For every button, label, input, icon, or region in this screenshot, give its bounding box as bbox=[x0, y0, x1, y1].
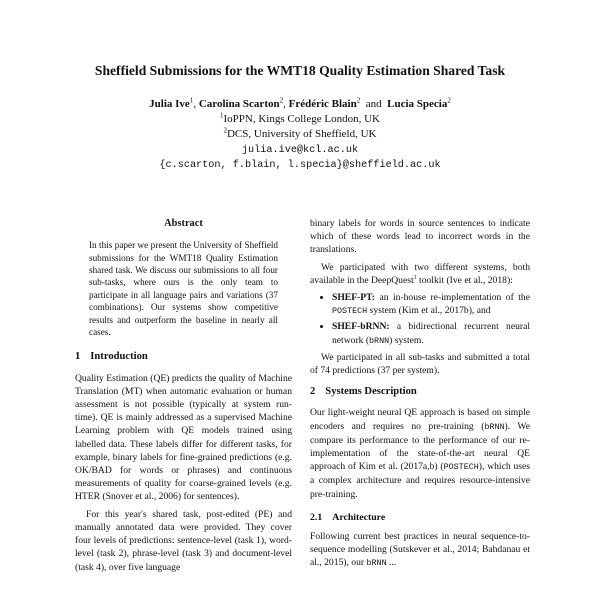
footnote-marker: 1 bbox=[413, 274, 417, 281]
email-2: {c.scarton, f.blain, l.specia}@sheffield.ac.uk bbox=[159, 159, 441, 171]
architecture-paragraph-1: Following current best practices in neural sequence-to-sequence modelling (Sutskever et al., 2014; Bahdanau et al., 2015), our bRNN ... bbox=[310, 531, 530, 569]
right-column bbox=[310, 217, 530, 575]
affiliation-1: $^1$IoPPN, Kings College London, UK bbox=[220, 111, 380, 126]
intro-paragraph-2: For this year's shared task, post-edited (PE) and manually annotated data were provided. They cover four levels of predictions: sentence-level (task 1), word-level (task 2), phrase-level (task 3) and document-level (task 4), over five language bbox=[75, 508, 292, 573]
right-paragraph-2: We participated with two different systems, both available in the DeepQuest$^1$ toolkit (Ive et al., 2018): bbox=[310, 261, 530, 286]
author-and: and bbox=[365, 98, 382, 110]
author-block bbox=[0, 97, 600, 173]
author-sup: 2 bbox=[279, 96, 284, 105]
section-heading-introduction: 1 Introduction bbox=[75, 351, 148, 363]
abstract-heading: Abstract bbox=[164, 218, 203, 229]
author-names: Julia Ive$^1$, Carolina Scarton$^2$, Frédéric Blain$^2$ and Lucia Specia$^2$ bbox=[149, 96, 451, 110]
author-sup: 2 bbox=[447, 96, 451, 105]
list-item: • SHEF-bRNN: a bidirectional recurrent neural network (bRNN) system. bbox=[332, 320, 530, 347]
subsection-heading-architecture: 2.1 Architecture bbox=[310, 511, 386, 523]
author-name: Julia Ive bbox=[149, 98, 190, 110]
section-heading-systems: 2 Systems Description bbox=[310, 386, 417, 398]
email-1: julia.ive@kcl.ac.uk bbox=[241, 144, 359, 156]
systems-paragraph-1: Our light-weight neural QE approach is based on simple encoders and requires no pre-training (bRNN). We compare its performance to the performance of our re-implementation of the state-of-the-art neural QE approach of Kim et al. (2017a,b) (POSTECH), which uses a complex architecture and requires resource-intensive pre-training. bbox=[310, 407, 530, 500]
abstract-text: In this paper we present the University of Sheffield submissions for the WMT18 Quality Estimation shared task. We discuss our submissions to all four sub-tasks, where ours is the only team to participate in all language pairs and variations (37 combinations). Our systems show competitive results and outperform the baseline in nearly all cases. bbox=[89, 240, 278, 338]
right-paragraph-1: binary labels for words in source sentences to indicate which of these words lead to incorrect words in the translations. bbox=[310, 218, 530, 256]
right-paragraph-3: We participated in all sub-tasks and submitted a total of 74 predictions (37 per system). bbox=[310, 351, 530, 377]
list-item: • SHEF-PT: an in-house re-implementation of the POSTECH system (Kim et al., 2017b), and bbox=[332, 291, 530, 318]
system-list bbox=[310, 291, 530, 348]
author-sup: 2 bbox=[356, 96, 361, 105]
author-sup: 1 bbox=[189, 96, 194, 105]
left-column bbox=[75, 217, 292, 578]
affiliation-2: $^2$DCS, University of Sheffield, UK bbox=[223, 126, 377, 141]
author-name: Carolina Scarton bbox=[198, 98, 280, 110]
author-name: Lucia Specia bbox=[387, 98, 448, 110]
intro-paragraph-1: Quality Estimation (QE) predicts the quality of Machine Translation (MT) when automatic evaluation or human assessment is not possible (typically at system run-time). QE is mainly addressed as a supervised Machine Learning problem with QE models trained using labelled data. These labels differ for different tasks, for example, binary labels for fine-grained predictions (e.g. OK/BAD for words or phrases) and continuous measurements of quality for coarse-grained levels (e.g. HTER (Snover et al., 2006) for sentences). bbox=[75, 372, 292, 503]
paper-title: Sheffield Submissions for the WMT18 Quality Estimation Shared Task bbox=[94, 63, 506, 78]
author-name: Frédéric Blain bbox=[288, 98, 357, 110]
